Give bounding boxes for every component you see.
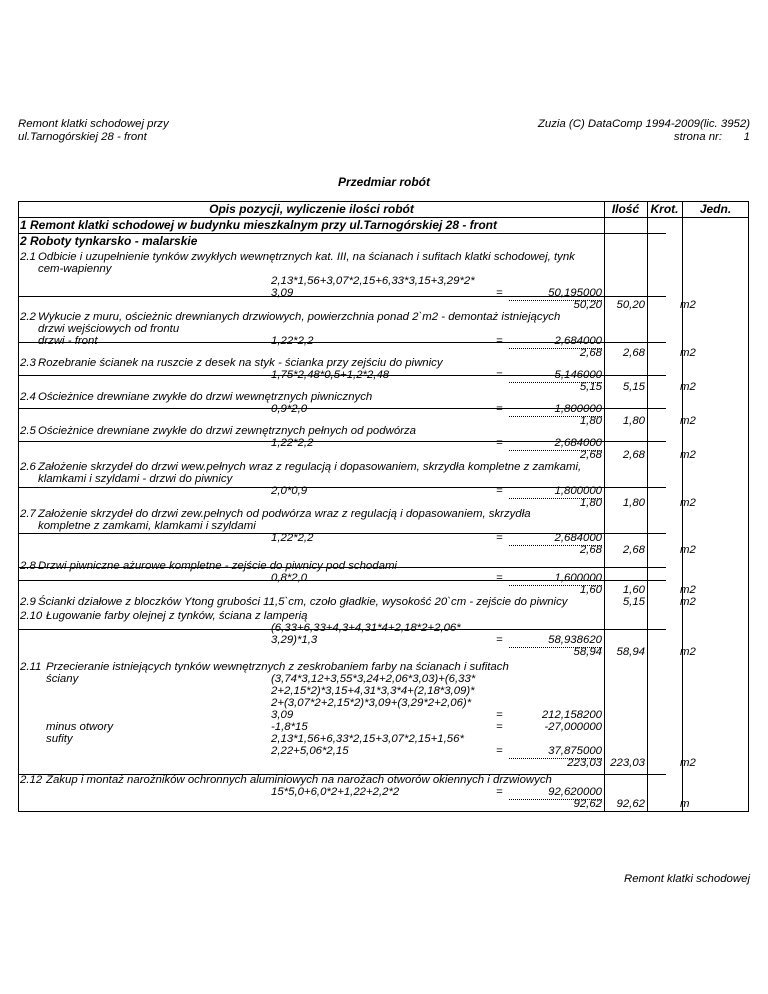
equals-sign: = [496,437,503,449]
equals-sign: = [496,287,503,299]
item-value: 2,684000 [509,532,602,546]
item-description: Ścianki działowe z bloczków Ytong grubości 11,5`cm, czoło gładkie, wysokość 20`cm - zejście do piwnicy [38,596,568,608]
item-quantity: 2,68 [622,347,645,359]
project-name-line1: Remont klatki schodowej przy [18,118,169,130]
item-label: minus otwory [46,721,114,733]
item-formula: 1,22*2,2 [271,437,314,449]
project-name-line2: ul.Tarnogórskiej 28 - front [18,131,147,143]
item-description: Przecieranie istniejących tynków wewnętrznych z zeskrobaniem farby na ścianach i sufitach [46,661,509,673]
equals-sign: = [496,721,503,733]
item-sum: 2,68 [579,544,602,556]
item-quantity: 92,62 [616,798,645,810]
item-unit: m2 [680,497,696,509]
item-number: 2.5 [20,425,36,437]
item-description-cont: cem-wapienny [38,263,112,275]
equals-sign: = [496,786,503,798]
page-title: Przedmiar robót [337,175,430,189]
item-formula: (3,74*3,12+3,55*3,24+2,06*3,03)+(6,33* [271,673,476,685]
item-unit: m2 [680,381,696,393]
item-sum: 1,80 [579,497,602,509]
document-header-left [18,118,169,144]
item-description: Wykucie z muru, ościeżnic drewnianych drzwiowych, powierzchnia ponad 2`m2 - demontaż istniejących [38,311,561,323]
item-formula: 2+2,15*2)*3,15+4,31*3,3*4+(2,18*3,09)* [271,685,475,697]
item-quantity: 1,60 [622,584,645,596]
item-unit: m2 [680,415,696,427]
item-description: Zakup i montaż narożników ochronnych aluminiowych na narożach otworów okiennych i drzwiowych [46,774,552,786]
equals-sign: = [496,572,503,584]
equals-sign: = [496,369,503,381]
item-quantity: 1,80 [622,415,645,427]
item-label: ściany [46,673,79,685]
item-sum: 5,15 [579,381,602,393]
item-sum: 1,80 [579,415,602,427]
item-sum: 92,62 [573,798,602,810]
item-formula: 0,8*2,0 [271,572,308,584]
item-formula: (6,33+6,33+4,3+4,31*4+2,18*2+2,06* [271,622,461,634]
item-unit: m2 [680,757,696,769]
equals-sign: = [496,403,503,415]
item-formula: 2,13*1,56+6,33*2,15+3,07*2,15+1,56* [271,733,464,745]
item-unit: m2 [680,347,696,359]
item-unit: m2 [680,584,696,596]
item-unit: m2 [680,299,696,311]
item-formula: 3,09 [271,287,294,299]
item-unit: m2 [680,646,696,658]
item-quantity: 5,15 [622,596,645,608]
item-unit: m2 [680,596,696,608]
equals-sign: = [496,335,503,347]
page-number: 1 [743,131,750,143]
header-multiplier: Krot. [650,202,679,216]
item-value: 37,875000 [509,745,602,759]
item-formula: 3,09 [271,709,294,721]
item-unit: m2 [680,544,696,556]
header-unit: Jedn. [699,202,732,216]
equals-sign: = [496,634,503,646]
item-formula: 2+(3,07*2+2,15*2)*3,09+(3,29*2+2,06)* [271,697,472,709]
item-formula: -1,8*15 [271,721,308,733]
item-sum: 2,68 [579,449,602,461]
item-quantity: 1,80 [622,497,645,509]
item-value: 2,684000 [509,437,602,451]
item-value: 1,800000 [509,485,602,499]
item-description: Założenie skrzydeł do drzwi zew.pełnych od podwórza wraz z regulacją i dopasowaniem, skrzydła [38,508,531,520]
equals-sign: = [496,709,503,721]
item-unit: m [680,798,690,810]
header-description: Opis pozycji, wyliczenie ilości robót [209,202,414,216]
item-number: 2.12 [20,774,43,786]
item-formula: 0,9*2,0 [271,403,308,415]
equals-sign: = [496,532,503,544]
item-number: 2.7 [20,508,36,520]
page-indicator [538,131,750,144]
equals-sign: = [496,745,503,757]
item-quantity: 50,20 [616,299,645,311]
item-description: Odbicie i uzupełnienie tynków zwykłych wewnętrznych kat. III, na ścianach i sufitach klatki schodowej, tynk [38,251,575,263]
item-value: 1,600000 [509,572,602,586]
item-value: -27,000000 [544,721,602,733]
item-sum: 1,60 [579,584,602,596]
item-formula: 1,75*2,48*0,5+1,2*2,48 [271,369,390,381]
item-quantity: 223,03 [610,757,645,769]
item-number: 2.6 [20,461,36,473]
section-heading: 2 Roboty tynkarsko - malarskie [20,234,198,248]
item-sum: 58,94 [573,646,602,658]
software-license: Zuzia (C) DataComp 1994-2009(lic. 3952) [537,118,750,130]
item-formula: 2,22+5,06*2,15 [271,745,349,757]
item-formula: 2,0*0,9 [271,485,308,497]
item-value: 58,938620 [509,634,602,648]
item-description: Ościeżnice drewniane zwykłe do drzwi wewnętrznych piwnicznych [38,391,373,403]
document-header-right [538,118,750,144]
item-description: Ościeżnice drewniane zwykłe do drzwi zewnętrznych pełnych od podwórza [38,425,416,437]
item-value: 50,195000 [509,287,602,301]
col-divider-mult [647,202,648,811]
page-label: strona nr: [673,131,722,143]
item-sum: 50,20 [573,299,602,311]
item-number: 2.8 [20,560,36,572]
item-number: 2.3 [20,357,36,369]
item-quantity: 5,15 [622,381,645,393]
cost-estimate-table [18,201,749,812]
item-number: 2.4 [20,391,36,403]
item-description: Drzwi piwniczne ażurowe kompletne - zejście do piwnicy pod schodami [38,560,397,572]
item-value: 1,800000 [509,403,602,417]
item-description: Założenie skrzydeł do drzwi wew.pełnych wraz z regulacją i dopasowaniem, skrzydła kompletne z zamkami, [38,461,582,473]
item-sum: 223,03 [567,757,602,769]
item-description-cont: klamkami i szyldami - drzwi do piwnicy [38,473,233,485]
item-value: 92,620000 [509,786,602,800]
item-value: 212,158200 [541,709,602,721]
item-description: Ługowanie farby olejnej z tynków, ściana z lamperią [46,610,308,622]
header-quantity: Ilość [611,202,640,216]
item-quantity: 2,68 [622,449,645,461]
item-value: 2,684000 [509,335,602,349]
item-formula: 3,29)*1,3 [271,634,318,646]
item-unit: m2 [680,449,696,461]
item-number: 2.1 [20,251,36,263]
item-label: sufity [46,733,73,745]
item-quantity: 58,94 [616,646,645,658]
item-sum: 2,68 [579,347,602,359]
item-value: 5,146000 [509,369,602,383]
page-footer: Remont klatki schodowej [624,873,750,885]
section-heading: 1 Remont klatki schodowej w budynku mieszkalnym przy ul.Tarnogórskiej 28 - front [20,218,497,232]
item-number: 2.10 [20,610,43,622]
item-label: drzwi - front [38,335,98,347]
item-formula: 2,13*1,56+3,07*2,15+6,33*3,15+3,29*2* [271,275,475,287]
item-quantity: 2,68 [622,544,645,556]
equals-sign: = [496,485,503,497]
item-formula: 1,22*2,2 [271,532,314,544]
item-description-cont: kompletne z zamkami, klamkami i szyldami [38,520,256,532]
item-description: Rozebranie ścianek na ruszcie z desek na styk - ścianka przy zejściu do piwnicy [38,357,443,369]
item-formula: 15*5,0+6,0*2+1,22+2,2*2 [271,786,400,798]
item-number: 2.9 [20,596,36,608]
item-number: 2.11 [20,661,42,673]
item-description-cont: drzwi wejściowych od frontu [38,323,180,335]
item-number: 2.2 [20,311,36,323]
item-formula: 1,22*2,2 [271,335,314,347]
